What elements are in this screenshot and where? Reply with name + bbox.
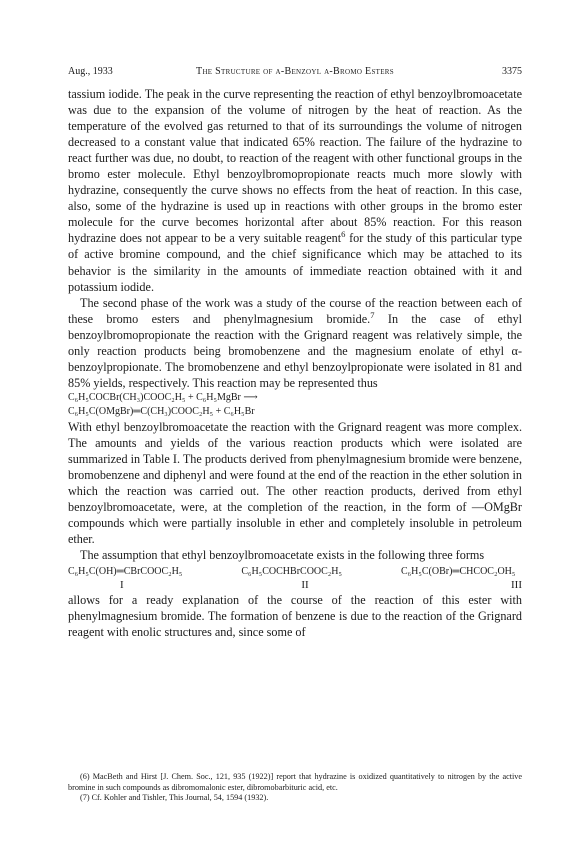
footnote-ref-7: 7 (370, 309, 375, 320)
reaction-equation-line-1: C₆H₅COCBr(CH₃)COOC₂H₅ + C₆H₅MgBr ⟶ (68, 391, 258, 403)
form-III (401, 565, 522, 592)
footnote-ref-6: 6 (341, 229, 346, 240)
tautomer-forms (68, 565, 522, 592)
issue-date: Aug., 1933 (68, 66, 113, 77)
running-header (68, 66, 522, 80)
paragraph-5: allows for a ready explanation of the course of the reaction of this ester with phenylmagnesium bromide. The formation of benzene is due to the reaction of the Grignard reagent with enolic structures and, since some of (68, 593, 522, 640)
form-label: III (511, 579, 522, 592)
form-formula: C₆H₅C(OBr)═CHCOC₂OH₅ (401, 566, 516, 578)
footnote-6: (6) MacBeth and Hirst [J. Chem. Soc., 121, 935 (1922)] report that hydrazine is oxidized quantitatively to nitrogen by the active bromine in such compounds as dibromomalonic ester, dibromobarbituric acid, etc. (68, 772, 522, 792)
paragraph-1: tassium iodide. The peak in the curve representing the reaction of ethyl benzoylbromoacetate was due to the expansion of the volume of nitrogen by the heat of reaction. As the temperature of the evolved gas returned to that of its surroundings the volume of nitrogen decreased to a constant value that indicated 65% reaction. The failure of the hydrazine to react further was due, no doubt, to reaction of the reagent with other functional groups in the bromo ester molecule. Ethyl benzoylbromopropionate reacts much more slowly with hydrazine, consequently the curve shows no effects from the heat of reaction. In this case, also, some of the hydrazine is used up in reactions with other groups in the bromo ester molecule for the curve becomes horizontal after about 85% reaction. For this reason hydrazine does not appear to be a very suitable reagent$^6$ for the study of this particular type of active bromine compound, and the chief significance which may be attached to its behavior is the similarity in the amounts of immediate reaction obtained with it and potassium iodide. (68, 87, 522, 294)
paragraph-3: With ethyl benzoylbromoacetate the reaction with the Grignard reagent was more complex. The amounts and yields of the various reaction products which were isolated are summarized in Table I. The products derived from phenylmagnesium bromide were benzene, bromobenzene and diphenyl and were found at the end of the reaction in the ether solution in which the reaction was carried out. The other reaction products, derived from ethyl benzoylbromoacetate, were, at the completion of the reaction, in the form of —OMgBr compounds which were partially insoluble in ether and completely insoluble in petroleum ether. (68, 419, 522, 547)
paragraph-2: The second phase of the work was a study of the course of the reaction between each of these bromo esters and phenylmagnesium bromide.$^7$ In the case of ethyl benzoylbromopropionate the reaction with the Grignard reagent was relatively simple, the only reaction products being bromobenzene and the magnesium enolate of ethyl α-benzoylpropionate. The bromobenzene and ethyl benzoylpropionate were isolated in 81 and 85% yields, respectively. This reaction may be represented thus (68, 295, 522, 390)
reaction-equation-line-2: C₆H₅C(OMgBr)═C(CH₃)COOC₂H₅ + C₆H₅Br (68, 405, 255, 417)
body-text (68, 86, 522, 640)
footnotes (68, 772, 522, 804)
form-formula: C₆H₅COCHBrCOOC₂H₅ (241, 566, 342, 578)
paragraph-4: The assumption that ethyl benzoylbromoacetate exists in the following three forms (80, 548, 485, 563)
form-I (68, 565, 182, 592)
form-II (241, 565, 342, 592)
running-title: The Structure of α-Benzoyl α-Bromo Esters (196, 66, 394, 77)
form-formula: C₆H₅C(OH)═CBrCOOC₂H₅ (68, 566, 183, 578)
page-number: 3375 (502, 66, 522, 77)
form-label: I (120, 579, 124, 592)
form-label: II (301, 579, 309, 592)
footnote-7: (7) Cf. Kohler and Tishler, This Journal, 54, 1594 (1932). (80, 793, 269, 803)
